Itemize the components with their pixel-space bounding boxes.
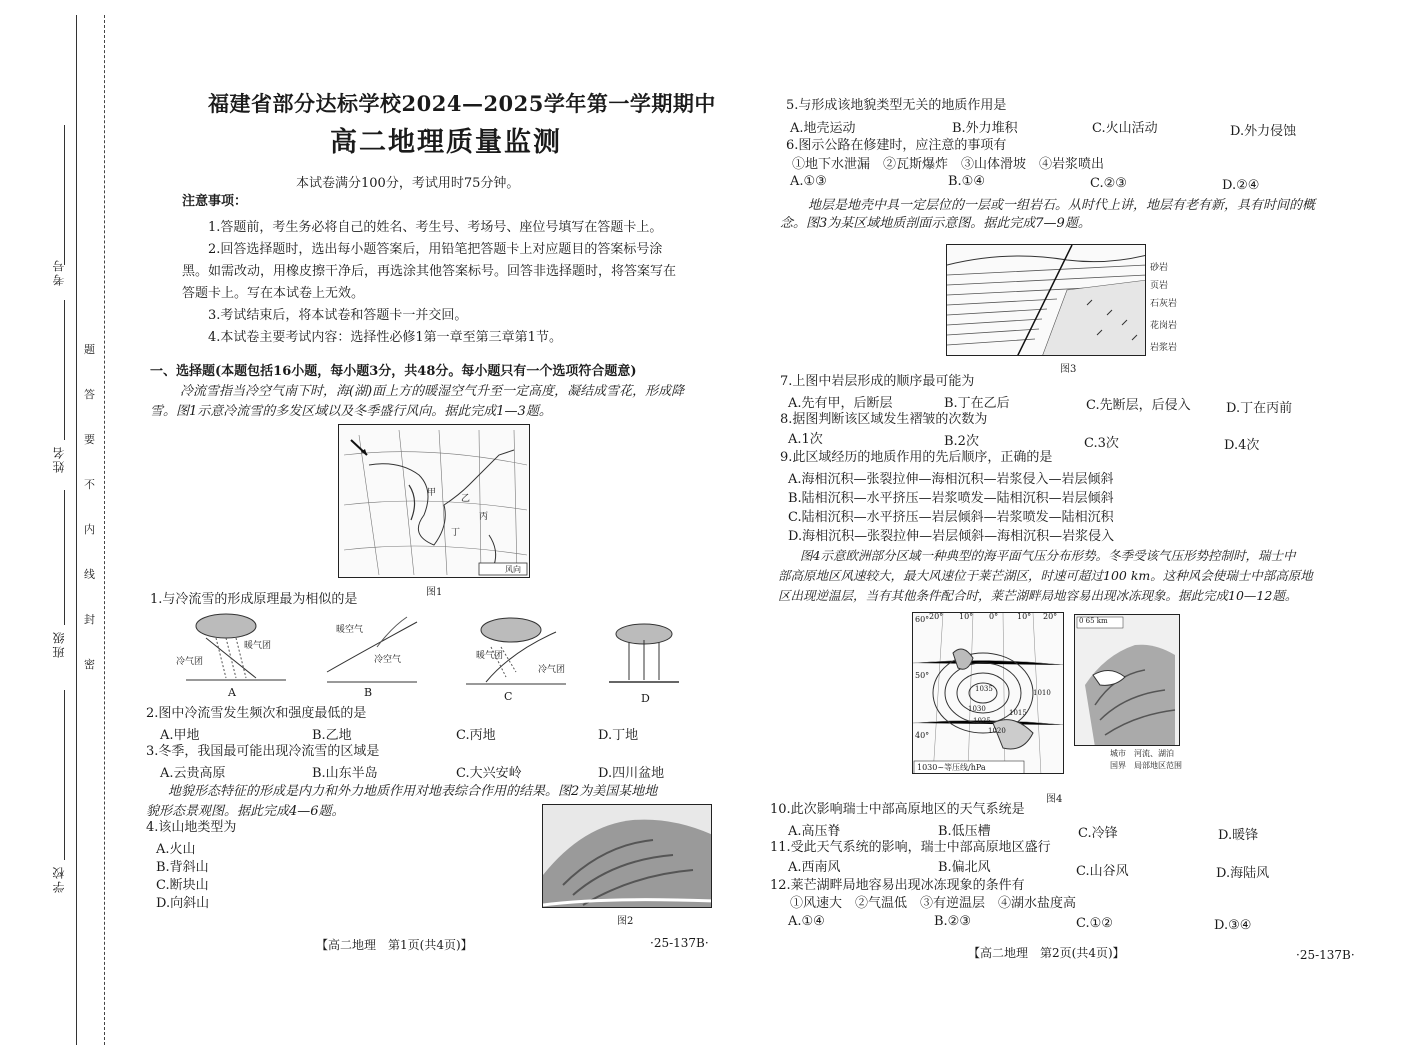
intro4-line2: 部高原地区风速较大，最大风速位于莱芒湖区，时速可超过100 km。这种风会使瑞士中部高原地 [778, 568, 1313, 583]
q1-c-label: C [504, 690, 513, 703]
fig4-isobar-1030: 1030 [968, 705, 986, 713]
q1-c-warm: 暖气团 [476, 651, 504, 661]
q11-option-b[interactable]: B.偏北风 [938, 860, 991, 875]
q1-d-label: D [641, 692, 650, 705]
q11-option-d[interactable]: D.海陆风 [1216, 866, 1270, 881]
figure-3-caption: 图3 [1060, 364, 1077, 375]
q6-option-d[interactable]: D.②④ [1222, 178, 1260, 193]
figure-4-inset-svg [1075, 615, 1180, 746]
q1-a-warm: 暖气团 [244, 641, 272, 651]
seal-char: 封 [84, 613, 95, 626]
q3-option-b[interactable]: B.山东半岛 [312, 766, 378, 781]
fig4-lon-5: 20° [1043, 612, 1058, 621]
fig4-isobar-1025: 1025 [973, 717, 991, 725]
seal-char: 内 [84, 523, 95, 536]
q10-option-c[interactable]: C.冷锋 [1078, 826, 1118, 841]
figure-1-svg [339, 425, 530, 578]
figure-2-photo [542, 804, 712, 908]
section1-heading: 一、选择题(本题包括16小题，每小题3分，共48分。每小题只有一个选项符合题意) [150, 364, 637, 379]
title-line2: 高二地理质量监测 [330, 127, 562, 158]
exam-meta: 本试卷满分100分，考试用时75分钟。 [296, 176, 520, 191]
fig1-label-yi: 乙 [461, 494, 471, 504]
question-9: 9.此区域经历的地质作用的先后顺序，正确的是 [780, 450, 1053, 465]
question-7: 7.上图中岩层形成的顺序最可能为 [780, 374, 975, 389]
margin-school-label: 学校 [52, 865, 66, 893]
note-2: 2.回答选择题时，选出每小题答案后，用铅笔把答题卡上对应题目的答案标号涂 [208, 242, 663, 257]
figure-2-svg [543, 805, 712, 908]
fig4-lon-4: 10° [1017, 612, 1032, 621]
fig4-isobar-1020: 1020 [988, 727, 1006, 735]
margin-exam-no-label: 考号 [52, 258, 66, 286]
title-line1: 福建省部分达标学校2024—2025学年第一学期期中 [208, 91, 716, 116]
intro1-line2: 雪。图1示意冷流雪的多发区域以及冬季盛行风向。据此完成1—3题。 [150, 404, 552, 419]
question-1: 1.与冷流雪的形成原理最为相似的是 [150, 592, 358, 607]
q3-option-d[interactable]: D.四川盆地 [598, 766, 665, 781]
footer-left: 【高二地理 第1页(共4页)】 [316, 938, 473, 952]
q6-option-c[interactable]: C.②③ [1090, 176, 1127, 191]
q2-option-d[interactable]: D.丁地 [598, 728, 639, 743]
q1-b-warm: 暖空气 [336, 625, 364, 635]
q4-option-d[interactable]: D.向斜山 [156, 896, 210, 911]
question-12: 12.莱芒湖畔局地容易出现冰冻现象的条件有 [770, 878, 1025, 893]
seal-char: 题 [84, 343, 95, 356]
fig4-lon-3: 0° [989, 612, 999, 621]
intro2-line2: 貌形态景观图。据此完成4—6题。 [146, 804, 345, 819]
q10-option-b[interactable]: B.低压槽 [938, 824, 991, 839]
q1-diagram-a [176, 608, 286, 686]
q9-option-b[interactable]: B.陆相沉积—水平挤压—岩浆喷发—陆相沉积—岩层倾斜 [788, 491, 1114, 506]
fig3-legend-granite: 花岗岩 [1150, 321, 1178, 331]
question-3: 3.冬季，我国最可能出现冷流雪的区域是 [146, 744, 380, 759]
fig4-lat-2: 50° [915, 671, 930, 680]
question-2: 2.图中冷流雪发生频次和强度最低的是 [146, 706, 367, 721]
q5-option-b[interactable]: B.外力堆积 [952, 121, 1018, 136]
q11-option-c[interactable]: C.山谷风 [1076, 864, 1129, 879]
q10-option-d[interactable]: D.暖锋 [1218, 828, 1259, 843]
figure-2-caption: 图2 [617, 916, 634, 927]
fig4-scale: 0 65 km [1079, 617, 1108, 625]
q12-option-d[interactable]: D.③④ [1214, 918, 1252, 933]
q1-d-svg [604, 620, 684, 690]
margin-class-label: 班级 [52, 630, 66, 658]
q1-diagram-d [604, 620, 704, 698]
footer-left-code: ·25-137B· [650, 936, 709, 950]
intro4-line1: 图4示意欧洲部分区域一种典型的海平面气压分布形势。冬季受该气压形势控制时，瑞士中 [800, 548, 1296, 563]
fig4-legend-right-2: 国界 局部地区范围 [1110, 761, 1182, 770]
notes-heading: 注意事项： [182, 194, 248, 209]
q1-diagram-c [466, 612, 566, 690]
q4-option-b[interactable]: B.背斜山 [156, 860, 209, 875]
fig4-lon-2: 10° [959, 612, 974, 621]
q1-a-label: A [228, 686, 236, 699]
seal-char: 密 [84, 658, 95, 671]
q9-option-c[interactable]: C.陆相沉积—水平挤压—岩层倾斜—岩浆喷发—陆相沉积 [788, 510, 1114, 525]
note-3: 3.考试结束后，将本试卷和答题卡一并交回。 [208, 308, 468, 323]
fig4-legend-isobar: 1030~等压线/hPa [917, 763, 986, 772]
fig1-legend: 风向 [505, 565, 521, 574]
q1-b-label: B [364, 686, 373, 699]
q3-option-c[interactable]: C.大兴安岭 [456, 766, 522, 781]
q1-a-cold: 冷气团 [176, 657, 204, 667]
q5-option-a[interactable]: A.地壳运动 [790, 121, 856, 136]
question-11: 11.受此天气系统的影响，瑞士中部高原地区盛行 [770, 840, 1051, 855]
q7-option-a[interactable]: A.先有甲，后断层 [788, 396, 893, 411]
q12-option-c[interactable]: C.①② [1076, 916, 1113, 931]
fig4-lon-1: 20° [929, 612, 944, 621]
note-1: 1.答题前，考生务必将自己的姓名、考生号、考场号、座位号填写在答题卡上。 [208, 220, 663, 235]
q5-option-d[interactable]: D.外力侵蚀 [1230, 124, 1297, 139]
margin-exam-no-line [64, 125, 65, 265]
fig4-lat-3: 40° [915, 731, 930, 740]
seal-char: 答 [84, 388, 95, 401]
figure-1-caption: 图1 [426, 587, 443, 598]
note-2c: 答题卡上。写在本试卷上无效。 [182, 286, 365, 301]
footer-right-code: ·25-137B· [1296, 948, 1355, 962]
q1-diagram-b [322, 612, 422, 690]
q1-c-cold: 冷气团 [538, 665, 566, 675]
question-4: 4.该山地类型为 [146, 820, 237, 835]
q12-option-a[interactable]: A.①④ [788, 914, 825, 929]
margin-name-label: 姓名 [52, 445, 66, 473]
q2-option-b[interactable]: B.乙地 [312, 728, 352, 743]
seal-char: 不 [84, 478, 95, 491]
seal-char: 线 [84, 568, 95, 581]
q7-option-d[interactable]: D.丁在丙前 [1226, 401, 1293, 416]
margin-class-line [64, 490, 65, 625]
q11-option-a[interactable]: A.西南风 [788, 860, 841, 875]
margin-rule-outer [76, 15, 77, 1045]
fig3-legend-limestone: 石灰岩 [1150, 299, 1178, 309]
q3-option-a[interactable]: A.云贵高原 [160, 766, 226, 781]
q6-option-b[interactable]: B.①④ [948, 174, 985, 189]
question-5: 5.与形成该地貌类型无关的地质作用是 [786, 98, 1007, 113]
question-6: 6.图示公路在修建时，应注意的事项有 [786, 138, 1007, 153]
fig1-label-jia: 甲 [427, 488, 437, 498]
figure-4-inset [1074, 614, 1180, 746]
fig4-legend-right-1: 城市 河流、湖泊 [1110, 749, 1174, 758]
intro3-line1: 地层是地壳中具一定层位的一层或一组岩石。从时代上讲，地层有老有新，具有时间的概 [808, 198, 1316, 213]
q9-option-d[interactable]: D.海相沉积—张裂拉伸—岩层倾斜—海相沉积—岩浆侵入 [788, 529, 1115, 544]
figure-4-map [912, 612, 1064, 774]
intro4-line3: 区出现逆温层，当有其他条件配合时，莱芒湖畔局地容易出现冰冻现象。据此完成10—12题。 [778, 588, 1298, 603]
fig4-isobar-1035: 1035 [975, 685, 993, 693]
q10-option-a[interactable]: A.高压脊 [788, 824, 841, 839]
q7-option-c[interactable]: C.先断层，后侵入 [1086, 398, 1191, 413]
q7-option-b[interactable]: B.丁在乙后 [944, 396, 1010, 411]
fig3-legend-sandstone: 砂岩 [1150, 263, 1169, 273]
fig3-legend-shale: 页岩 [1150, 281, 1169, 291]
q12-items: ①风速大 ②气温低 ③有逆温层 ④湖水盐度高 [790, 896, 1077, 911]
q2-option-c[interactable]: C.丙地 [456, 728, 496, 743]
fig4-isobar-1015: 1015 [1009, 709, 1027, 717]
note-4: 4.本试卷主要考试内容：选择性必修1第一章至第三章第1节。 [208, 330, 562, 345]
q6-items: ①地下水泄漏 ②瓦斯爆炸 ③山体滑坡 ④岩浆喷出 [792, 157, 1105, 172]
q1-b-cold: 冷空气 [374, 655, 402, 665]
intro2-line1: 地貌形态特征的形成是内力和外力地质作用对地表综合作用的结果。图2为美国某地地 [168, 784, 658, 799]
q5-option-c[interactable]: C.火山活动 [1092, 121, 1158, 136]
q6-option-a[interactable]: A.①③ [790, 174, 827, 189]
fig1-label-bing: 丙 [479, 512, 489, 522]
margin-rule-inner [104, 15, 105, 1045]
margin-school-line [64, 690, 65, 860]
intro3-line2: 念。图3为某区域地质剖面示意图。据此完成7—9题。 [780, 216, 1091, 231]
q4-option-a[interactable]: A.火山 [156, 842, 196, 857]
q8-option-d[interactable]: D.4次 [1224, 438, 1260, 453]
figure-3-section [946, 244, 1146, 356]
q8-option-a[interactable]: A.1次 [788, 432, 823, 447]
figure-4-caption: 图4 [1046, 794, 1063, 805]
question-8: 8.据图判断该区域发生褶皱的次数为 [780, 412, 988, 427]
q8-option-b[interactable]: B.2次 [944, 434, 979, 449]
seal-char: 要 [84, 433, 95, 446]
q9-option-a[interactable]: A.海相沉积—张裂拉伸—海相沉积—岩浆侵入—岩层倾斜 [788, 472, 1114, 487]
intro1-line1: 冷流雪指当冷空气南下时，海(湖)面上方的暖湿空气升至一定高度，凝结成雪花，形成降 [180, 384, 685, 399]
fig4-isobar-1010: 1010 [1033, 689, 1051, 697]
question-10: 10.此次影响瑞士中部高原地区的天气系统是 [770, 802, 1025, 817]
note-2b: 黑。如需改动，用橡皮擦干净后，再选涂其他答案标号。回答非选择题时，将答案写在 [182, 264, 677, 279]
figure-1-map [338, 424, 530, 578]
fig1-label-ding: 丁 [451, 528, 461, 538]
q4-option-c[interactable]: C.断块山 [156, 878, 209, 893]
fig4-lat-1: 60° [915, 615, 930, 624]
q12-option-b[interactable]: B.②③ [934, 914, 971, 929]
figure-3-svg [947, 245, 1146, 356]
fig3-legend-magma: 岩浆岩 [1150, 343, 1178, 353]
q8-option-c[interactable]: C.3次 [1084, 436, 1119, 451]
q2-option-a[interactable]: A.甲地 [160, 728, 200, 743]
margin-name-line [64, 300, 65, 440]
footer-right: 【高二地理 第2页(共4页)】 [968, 946, 1125, 960]
